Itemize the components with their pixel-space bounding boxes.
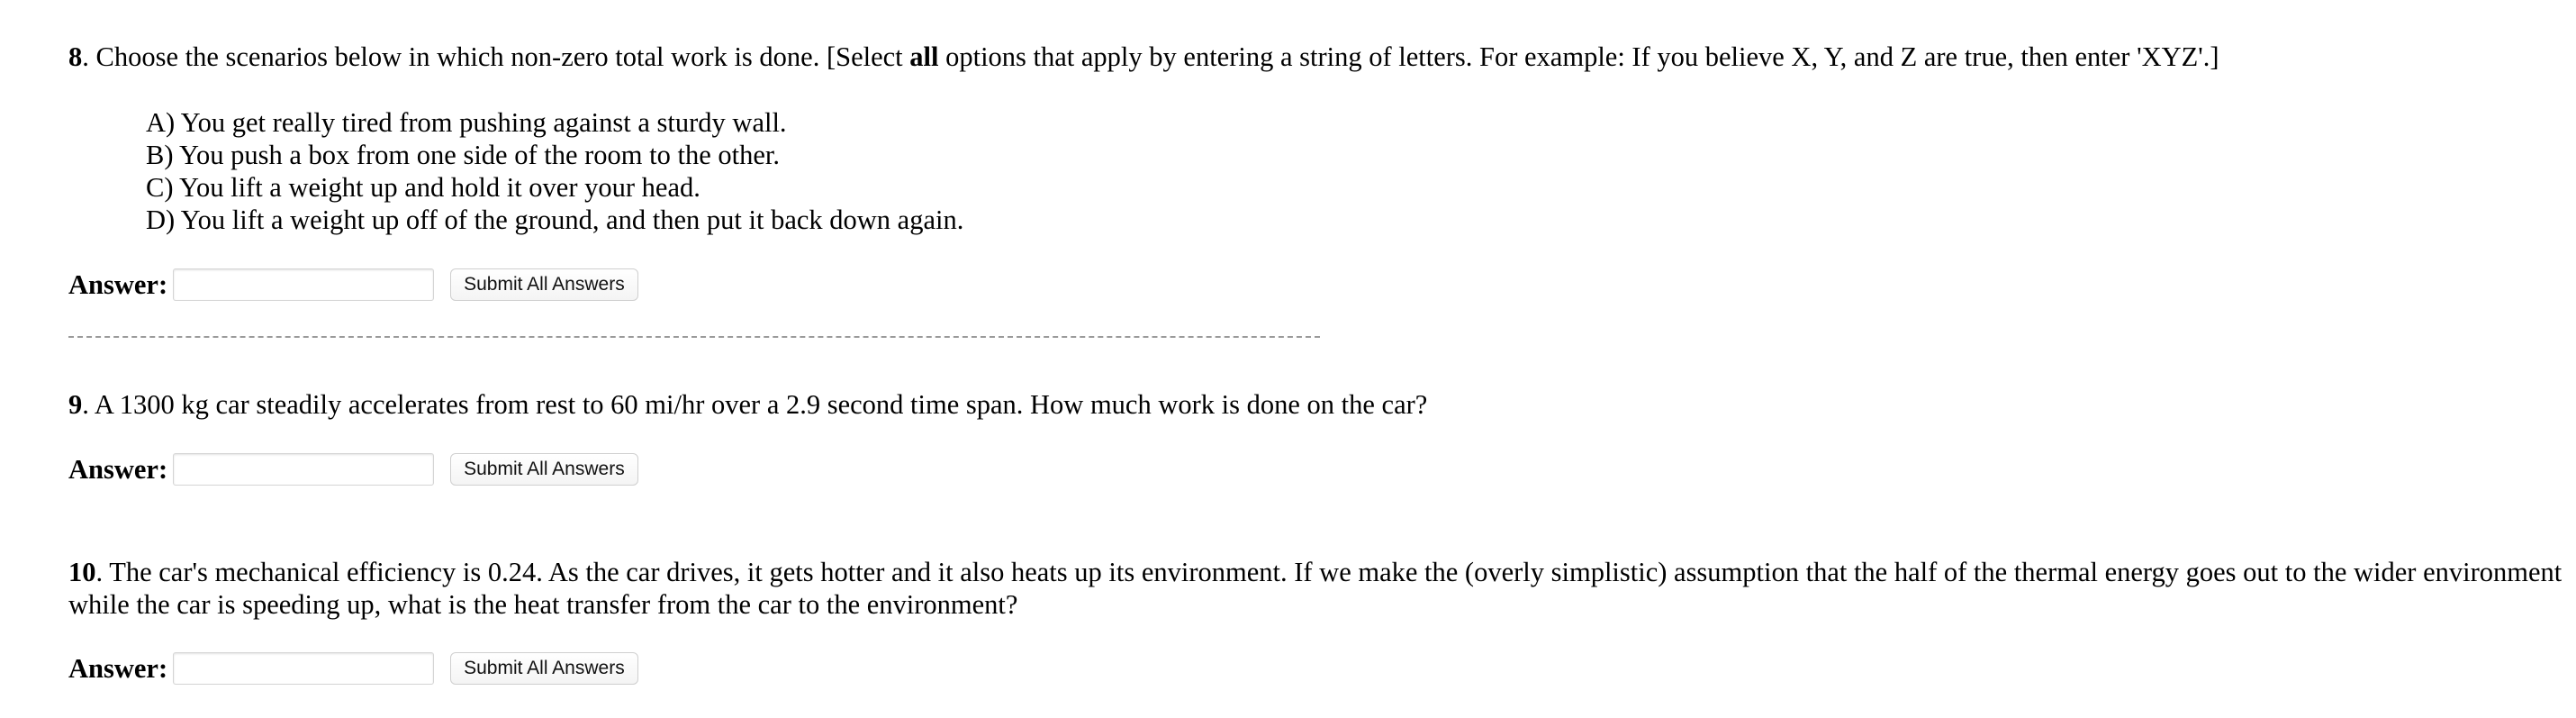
options-list: [146, 106, 963, 236]
question-10: [68, 556, 2562, 621]
answer-row-8: [68, 267, 638, 303]
question-number: 10: [68, 557, 96, 587]
question-emphasis: all: [909, 41, 939, 72]
question-text-continued: options that apply by entering a string of letters. For example: If you believe X, Y, and Z are true, then enter 'XYZ'.]: [938, 41, 2219, 72]
submit-all-answers-button[interactable]: Submit All Answers: [450, 453, 638, 486]
option-b: B) You push a box from one side of the room to the other.: [146, 140, 780, 170]
option-a: A) You get really tired from pushing against a sturdy wall.: [146, 107, 787, 138]
dashed-divider: [68, 336, 1320, 338]
answer-input-10[interactable]: [173, 652, 434, 685]
question-number: 9: [68, 389, 83, 420]
answer-row-10: [68, 650, 638, 686]
answer-input-9[interactable]: [173, 453, 434, 486]
option-c: C) You lift a weight up and hold it over your head.: [146, 172, 700, 203]
answer-label: Answer:: [68, 268, 168, 300]
submit-all-answers-button[interactable]: Submit All Answers: [450, 268, 638, 301]
question-text: . A 1300 kg car steadily accelerates from rest to 60 mi/hr over a 2.9 second time span. How much work is done on the car?: [82, 389, 1428, 420]
option-d: D) You lift a weight up off of the ground, and then put it back down again.: [146, 204, 964, 235]
question-text: . The car's mechanical efficiency is 0.24. As the car drives, it gets hotter and it also heats up its environment. If we make the (overly simplistic) assumption that the half of the thermal energy goes out to the wider environment while the car is speeding up, what is the heat transfer from the car to the environment?: [68, 557, 2562, 620]
answer-row-9: [68, 451, 638, 487]
question-9: [68, 388, 2553, 421]
question-number: 8: [68, 41, 83, 72]
answer-label: Answer:: [68, 453, 168, 485]
question-8: [68, 41, 2553, 73]
answer-input-8[interactable]: [173, 268, 434, 301]
question-text: . Choose the scenarios below in which non-zero total work is done. [Select: [82, 41, 910, 72]
answer-label: Answer:: [68, 652, 168, 684]
submit-all-answers-button[interactable]: Submit All Answers: [450, 652, 638, 685]
